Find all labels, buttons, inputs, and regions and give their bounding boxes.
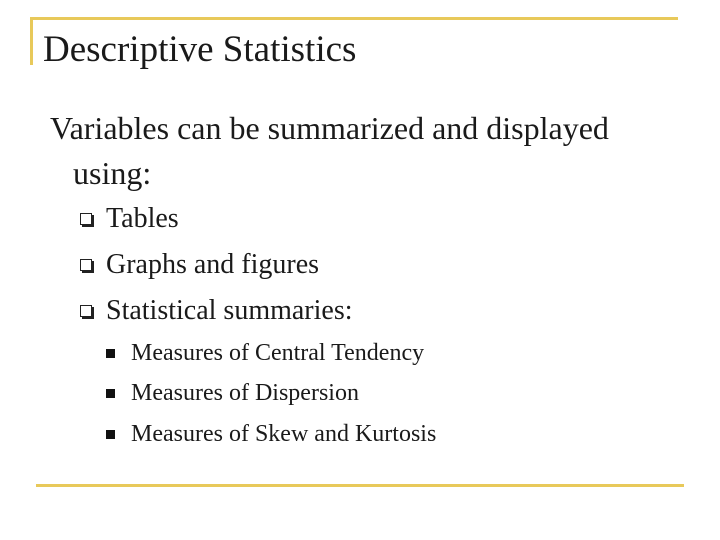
bullet-label: Statistical summaries: bbox=[106, 295, 353, 326]
bullet-item-statistical-summaries bbox=[80, 291, 353, 331]
bullet-item-graphs bbox=[80, 245, 319, 285]
intro-text bbox=[50, 106, 700, 196]
bullet-item-tables bbox=[80, 199, 179, 239]
accent-rule-bottom bbox=[36, 484, 684, 487]
square-bullet-icon bbox=[106, 430, 115, 439]
bullet-label: Tables bbox=[106, 203, 179, 234]
square-bullet-icon bbox=[106, 389, 115, 398]
intro-line-1: Variables can be summarized and displayed bbox=[50, 110, 609, 146]
intro-line-2: using: bbox=[73, 155, 152, 191]
sub-bullet-label: Measures of Dispersion bbox=[131, 380, 359, 406]
sub-bullet-label: Measures of Skew and Kurtosis bbox=[131, 421, 437, 447]
square-bullet-icon bbox=[106, 349, 115, 358]
bullet-label: Graphs and figures bbox=[106, 249, 320, 280]
sub-bullet-central-tendency bbox=[106, 336, 424, 370]
sub-bullet-label: Measures of Central Tendency bbox=[131, 340, 425, 366]
sub-bullet-dispersion bbox=[106, 376, 359, 410]
checkbox-bullet-icon bbox=[80, 213, 92, 225]
slide-title: Descriptive Statistics bbox=[43, 29, 357, 70]
checkbox-bullet-icon bbox=[80, 305, 92, 317]
checkbox-bullet-icon bbox=[80, 259, 92, 271]
sub-bullet-skew-kurtosis bbox=[106, 417, 436, 451]
accent-rule-left bbox=[30, 17, 33, 65]
accent-rule-top bbox=[30, 17, 678, 20]
